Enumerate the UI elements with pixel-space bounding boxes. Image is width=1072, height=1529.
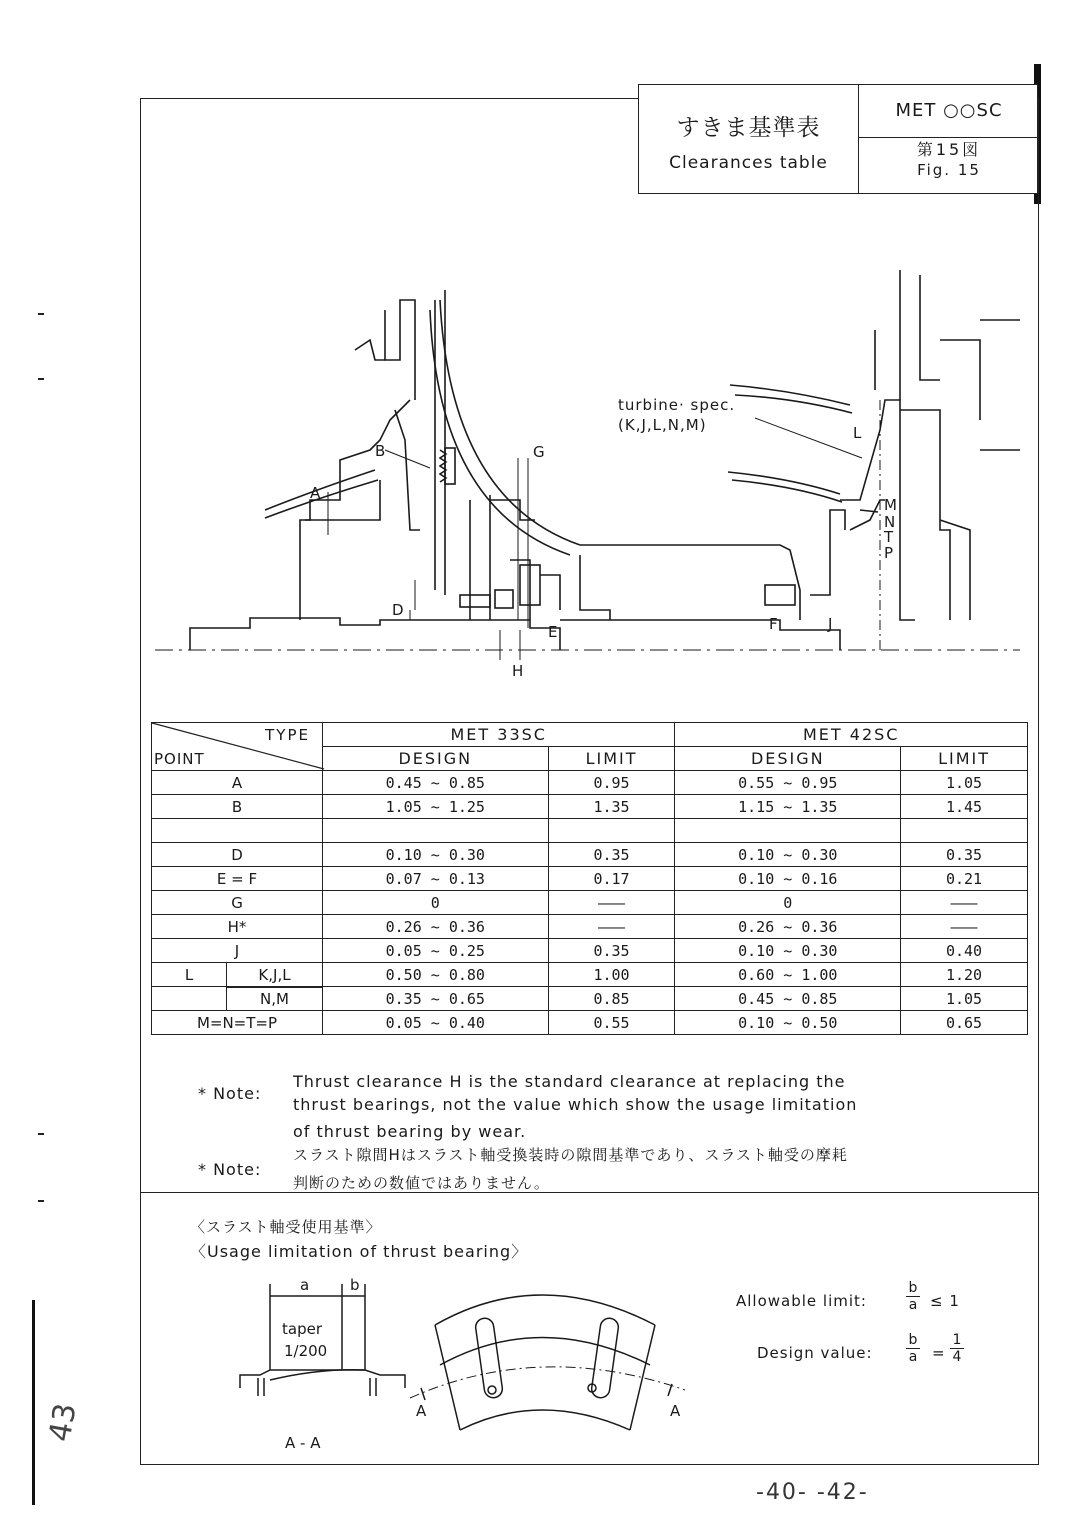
- table-row: [152, 891, 1028, 915]
- dim-a: a: [300, 1276, 310, 1294]
- cell-design-42: 0.10 ~ 0.16: [675, 867, 901, 891]
- cell-design-33: 0.26 ~ 0.36: [323, 915, 549, 939]
- cell-limit-42: 1.20: [901, 963, 1028, 987]
- point-label-d: D: [392, 601, 404, 619]
- usage-heading-en: 〈Usage limitation of thrust bearing〉: [190, 1242, 529, 1261]
- design-fraction: [906, 1332, 920, 1365]
- model-label: MET ○○SC: [859, 85, 1039, 138]
- title-block: [638, 84, 1038, 194]
- row-point: J: [152, 939, 323, 963]
- point-label-n: N: [884, 513, 896, 531]
- l-sub-label: N,M: [227, 987, 322, 1010]
- col-limit-42: LIMIT: [901, 747, 1028, 771]
- fraction-denominator: a: [906, 1296, 920, 1313]
- cell-design-42: 0: [675, 891, 901, 915]
- cell-design-42: 0.10 ~ 0.30: [675, 939, 901, 963]
- cell-design-33: 0.35 ~ 0.65: [323, 987, 549, 1011]
- cell-limit-33: 1.00: [548, 963, 675, 987]
- point-label-e: E: [548, 623, 558, 641]
- turbine-spec-points: (K,J,L,N,M): [618, 416, 707, 434]
- title-jp: すきま基準表: [676, 115, 821, 141]
- arrow-a-left: A: [416, 1402, 427, 1420]
- table-row: [152, 939, 1028, 963]
- cell-limit-42: 0.65: [901, 1011, 1028, 1035]
- section-a-a-label: A - A: [285, 1434, 321, 1452]
- row-point: B: [152, 795, 323, 819]
- allowable-fraction: [906, 1280, 920, 1313]
- cell-design-42: 0.10 ~ 0.30: [675, 843, 901, 867]
- cell-design-33: [323, 819, 549, 843]
- row-point: M=N=T=P: [152, 1011, 323, 1035]
- cell-design-42: 0.45 ~ 0.85: [675, 987, 901, 1011]
- turbocharger-section-diagram: [140, 200, 1039, 700]
- point-label-l: L: [853, 424, 862, 442]
- row-point: [152, 819, 323, 843]
- point-label-b: B: [375, 442, 386, 460]
- section-divider: [140, 1192, 1039, 1193]
- table-row: [152, 771, 1028, 795]
- cell-design-33: 0.10 ~ 0.30: [323, 843, 549, 867]
- cell-design-42: [675, 819, 901, 843]
- punch-mark: [38, 378, 44, 380]
- cell-limit-33: ———: [548, 915, 675, 939]
- cell-limit-33: 0.17: [548, 867, 675, 891]
- table-row: [152, 987, 1028, 1011]
- fraction-numerator: b: [908, 1332, 918, 1348]
- dim-b: b: [350, 1276, 360, 1294]
- point-label-a: A: [310, 484, 321, 502]
- corner-point: POINT: [154, 750, 205, 768]
- row-point-l: [152, 987, 323, 1011]
- cell-limit-42: 1.05: [901, 987, 1028, 1011]
- note-label-en: * Note:: [198, 1084, 262, 1103]
- title-cell: [639, 85, 859, 193]
- turbine-spec-label: turbine· spec.: [618, 396, 736, 414]
- row-point: A: [152, 771, 323, 795]
- table-row: [152, 795, 1028, 819]
- cell-limit-33: ———: [548, 891, 675, 915]
- cell-limit-33: 1.35: [548, 795, 675, 819]
- col-design-33: DESIGN: [323, 747, 549, 771]
- row-point: G: [152, 891, 323, 915]
- row-point-l: [152, 963, 323, 987]
- table-row: [152, 1011, 1028, 1035]
- group-met33: MET 33SC: [323, 723, 675, 747]
- l-group-label: L: [152, 963, 227, 986]
- allowable-relation: ≤ 1: [930, 1292, 960, 1310]
- cell-design-33: 0.05 ~ 0.25: [323, 939, 549, 963]
- cell-limit-33: 0.35: [548, 939, 675, 963]
- handwritten-number: 43: [42, 1400, 84, 1445]
- cell-design-33: 0.05 ~ 0.40: [323, 1011, 549, 1035]
- cell-limit-42: [901, 819, 1028, 843]
- cell-limit-42: 0.21: [901, 867, 1028, 891]
- point-label-m: M: [884, 496, 897, 514]
- cell-limit-42: ———: [901, 915, 1028, 939]
- note-jp-line1: スラスト隙間Hはスラスト軸受換装時の隙間基準であり、スラスト軸受の摩耗: [293, 1146, 848, 1164]
- cell-design-42: 0.26 ~ 0.36: [675, 915, 901, 939]
- table-row: [152, 915, 1028, 939]
- taper-ratio: 1/200: [284, 1342, 328, 1360]
- col-design-42: DESIGN: [675, 747, 901, 771]
- punch-mark: [38, 1133, 44, 1135]
- cell-design-42: 0.10 ~ 0.50: [675, 1011, 901, 1035]
- ratio-denominator: 4: [950, 1348, 964, 1365]
- fraction-denominator: a: [906, 1348, 920, 1365]
- note-label-jp: * Note:: [198, 1160, 262, 1179]
- note-jp-line2: 判断のための数値ではありません。: [293, 1174, 550, 1192]
- figure-number-jp: 第15図: [916, 140, 982, 159]
- point-label-f: F: [769, 615, 778, 633]
- cell-limit-42: ———: [901, 891, 1028, 915]
- thrust-bearing-sketch: [230, 1270, 681, 1460]
- note-en-line1: Thrust clearance H is the standard clearance at replacing the: [293, 1072, 846, 1091]
- cell-design-33: 0.45 ~ 0.85: [323, 771, 549, 795]
- usage-heading-jp: 〈スラスト軸受使用基準〉: [190, 1218, 382, 1236]
- cell-limit-33: [548, 819, 675, 843]
- note-en-line3: of thrust bearing by wear.: [293, 1122, 527, 1141]
- table-row: [152, 843, 1028, 867]
- group-met42: MET 42SC: [675, 723, 1028, 747]
- punch-mark: [38, 1200, 44, 1202]
- row-point: D: [152, 843, 323, 867]
- cell-design-42: 1.15 ~ 1.35: [675, 795, 901, 819]
- point-label-h: H: [512, 662, 524, 680]
- cell-limit-33: 0.85: [548, 987, 675, 1011]
- cell-limit-33: 0.55: [548, 1011, 675, 1035]
- cell-limit-33: 0.35: [548, 843, 675, 867]
- title-en: Clearances table: [669, 153, 828, 173]
- cell-limit-33: 0.95: [548, 771, 675, 795]
- page-number: -40- -42-: [756, 1480, 869, 1505]
- table-row: [152, 867, 1028, 891]
- allowable-limit-label: Allowable limit:: [736, 1292, 867, 1310]
- cell-limit-42: 0.40: [901, 939, 1028, 963]
- design-value-label: Design value:: [757, 1344, 873, 1362]
- row-point: E = F: [152, 867, 323, 891]
- col-limit-33: LIMIT: [548, 747, 675, 771]
- cell-design-42: 0.55 ~ 0.95: [675, 771, 901, 795]
- point-label-p: P: [884, 544, 894, 562]
- corner-type: TYPE: [265, 726, 310, 744]
- cell-limit-42: 0.35: [901, 843, 1028, 867]
- corner-cell: [152, 723, 323, 771]
- cell-design-33: 0.50 ~ 0.80: [323, 963, 549, 987]
- arrow-a-right: A: [670, 1402, 681, 1420]
- cell-limit-42: 1.45: [901, 795, 1028, 819]
- point-label-g: G: [533, 443, 545, 461]
- cell-design-42: 0.60 ~ 1.00: [675, 963, 901, 987]
- margin-rule: [32, 1300, 35, 1505]
- clearances-table: [151, 722, 1028, 1035]
- l-sub-label: K,J,L: [258, 965, 291, 984]
- row-point: H*: [152, 915, 323, 939]
- cell-design-33: 0.07 ~ 0.13: [323, 867, 549, 891]
- table-row: [152, 963, 1028, 987]
- cell-design-33: 0: [323, 891, 549, 915]
- l-group-spacer: [152, 987, 227, 1010]
- table-row-blank: [152, 819, 1028, 843]
- design-ratio: [950, 1332, 964, 1365]
- taper-label: taper: [282, 1320, 322, 1338]
- design-relation: =: [932, 1344, 946, 1362]
- punch-mark: [38, 313, 44, 315]
- ratio-numerator: 1: [952, 1332, 962, 1348]
- fraction-numerator: b: [908, 1280, 918, 1296]
- figure-number-en: Fig. 15: [917, 161, 981, 179]
- cell-design-33: 1.05 ~ 1.25: [323, 795, 549, 819]
- cell-limit-42: 1.05: [901, 771, 1028, 795]
- point-label-t: T: [884, 528, 894, 546]
- point-label-j: J: [828, 615, 833, 633]
- note-en-line2: thrust bearings, not the value which show the usage limitation: [293, 1095, 858, 1114]
